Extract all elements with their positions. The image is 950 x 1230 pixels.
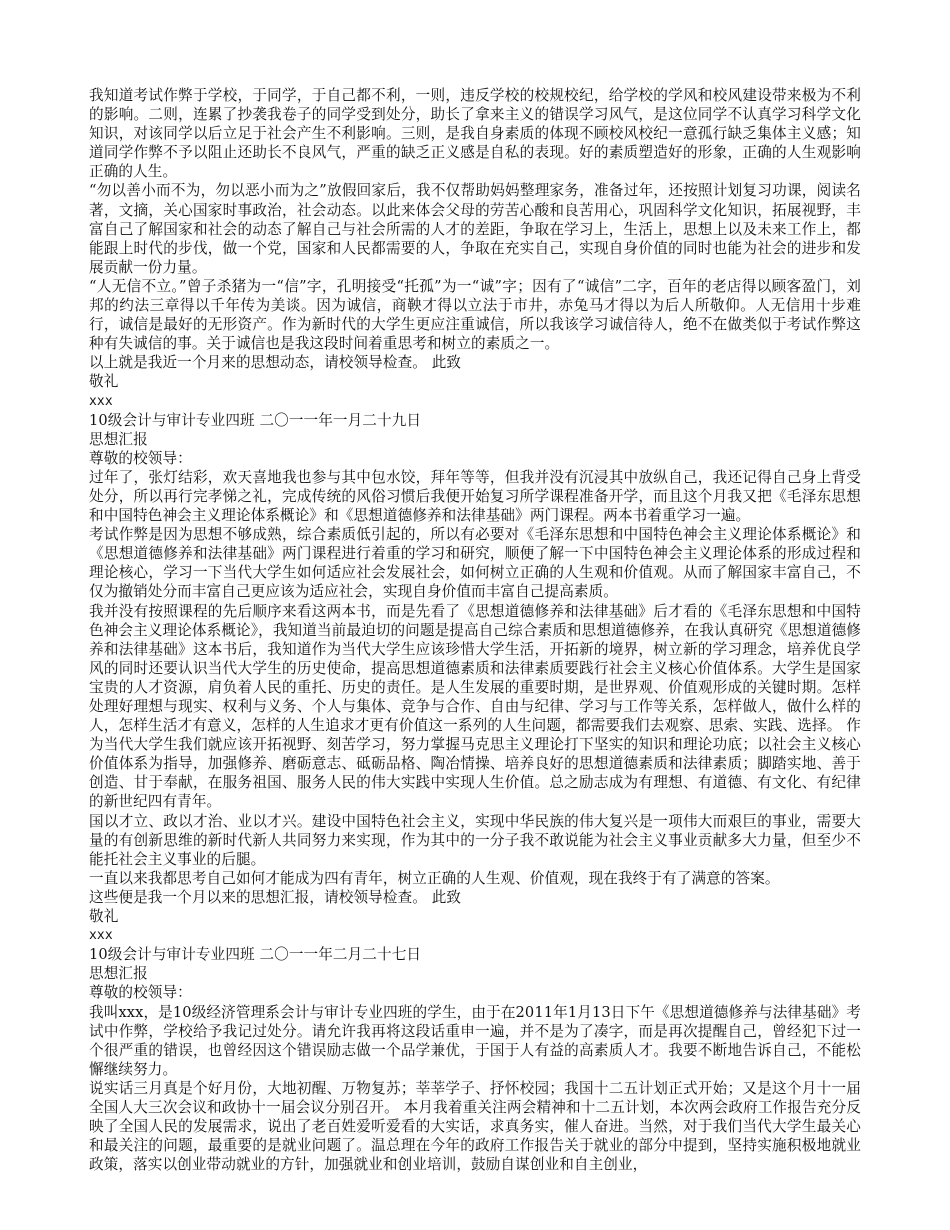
greeting: 尊敬的校领导： bbox=[89, 449, 192, 467]
salutation: 敬礼 bbox=[89, 908, 119, 926]
paragraph: 一直以来我都思考自己如何才能成为四有青年，树立正确的人生观、价值观，现在我终于有了满意的答案。 bbox=[89, 869, 780, 887]
salutation: 敬礼 bbox=[89, 373, 119, 391]
section-title: 思想汇报 bbox=[89, 965, 148, 983]
paragraph: 我知道考试作弊于学校，于同学，于自己都不利，一则，违反学校的校规校纪，给学校的学风和校风建设带来极为不利的影响。二则，连累了抄袭我卷子的同学受到处分，助长了拿来主义的错误学习风气，是这位同学不认真学习科学文化知识，对该同学以后立足于社会产生不利影响。三则，是我自身素质的体现不顾校风校纪一意孤行缺乏集体主义感；知道同学作弊不予以阻止还助长不良风气，严重的缺乏正义感是自私的表现。好的素质塑造好的形象，正确的人生观影响正确的人生。 bbox=[89, 87, 861, 181]
paragraph: “勿以善小而不为，勿以恶小而为之”放假回家后，我不仅帮助妈妈整理家务，准备过年，还按照计划复习功课，阅读名著，文摘，关心国家时事政治，社会动态。以此来体会父母的劳苦心酸和良苦用心，巩固科学文化知识，拓展视野，丰富自己了解国家和社会的动态了解自己与社会所需的人才的差距，争取在学习上，生活上，思想上以及未来工作上，都能跟上时代的步伐，做一个党，国家和人民都需要的人，争取在充实自己，实现自身价值的同时也能为社会的进步和发展贡献一份力量。 bbox=[89, 182, 861, 276]
document-body bbox=[89, 86, 861, 1174]
signature-name: xxx bbox=[89, 928, 113, 944]
paragraph: 过年了，张灯结彩，欢天喜地我也参与其中包水饺，拜年等等，但我并没有沉浸其中放纵自己，我还记得自己身上背受处分，所以再行完孝悌之礼，完成传统的风俗习惯后我便开始复习所学课程准备开学，而且这个月我又把《毛泽东思想和中国特色神会主义理论体系概论》和《思想道德修养和法律基础》两门课程。两本书着重学习一遍。 bbox=[89, 468, 861, 525]
greeting: 尊敬的校领导： bbox=[89, 984, 192, 1002]
class-and-date: 10级会计与审计专业四班 二〇一一年一月二十九日 bbox=[89, 411, 422, 429]
closing-line: 以上就是我近一个月来的思想动态，请校领导检查。 此致 bbox=[89, 354, 462, 372]
paragraph: “人无信不立。”曾子杀猪为一“信”字，孔明接受“托孤”为一“诚”字；因有了“诚信”二字，百年的老店得以顾客盈门，刘邦的约法三章得以千年传为美谈。因为诚信，商鞅才得以立法于市井，赤兔马才得以为后人所敬仰。人无信用十步难行，诚信是最好的无形资产。作为新时代的大学生更应注重诚信，所以我该学习诚信待人，绝不在做类似于考试作弊这种有失诚信的事。关于诚信也是我这段时间着重思考和树立的素质之一。 bbox=[89, 277, 861, 353]
paragraph: 考试作弊是因为思想不够成熟，综合素质低引起的，所以有必要对《毛泽东思想和中国特色神会主义理论体系概论》和《思想道德修养和法律基础》两门课程进行着重的学习和研究，顺便了解一下中国特色神会主义理论体系的形成过程和理论核心，学习一下当代大学生如何适应社会发展社会，如何树立正确的人生观和价值观。从而了解国家丰富自己，不仅为撤销处分而丰富自己更应该为适应社会，实现自身价值而丰富自己提高素质。 bbox=[89, 526, 861, 601]
paragraph: 国以才立、政以才治、业以才兴。建设中国特色社会主义，实现中华民族的伟大复兴是一项伟大而艰巨的事业，需要大量的有创新思维的新时代新人共同努力来实现，作为其中的一分子我不敢说能为社会主义事业贡献多大力量，但至少不能托社会主义事业的后腿。 bbox=[89, 812, 861, 868]
paragraph: 说实话三月真是个好月份，大地初醒、万物复苏；莘莘学子、抒怀校园；我国十二五计划正式开始；又是这个月十一届全国人大三次会议和政协十一届会议分别召开。 本月我着重关注两会精神和十二五计划，本次两会政府工作报告充分反映了全国人民的发展需求，说出了老百姓爱听爱看的大实话，求真务实，催人奋进。当然，对于我们当代大学生最关心和最关注的问题，最重要的是就业问题了。温总理在今年的政府工作报告关于就业的部分中提到，坚持实施积极地就业政策，落实以创业带动就业的方针，加强就业和创业培训，鼓励自谋创业和自主创业， bbox=[89, 1079, 861, 1174]
signature-name: xxx bbox=[89, 393, 113, 409]
closing-line: 这些便是我一个月以来的思想汇报，请校领导检查。 此致 bbox=[89, 888, 462, 906]
section-title: 思想汇报 bbox=[89, 430, 148, 448]
paragraph: 我并没有按照课程的先后顺序来看这两本书，而是先看了《思想道德修养和法律基础》后才看的《毛泽东思想和中国特色神会主义理论体系概论》，我知道当前最迫切的问题是提高自己综合素质和思想道德修养，在我认真研究《思想道德修养和法律基础》这本书后，我知道作为当代大学生应该珍惜大学生活，开拓新的境界，树立新的学习理念，培养优良学风的同时还要认识当代大学生的历史使命，提高思想道德素质和法律素质要践行社会主义核心价值体系。大学生是国家宝贵的人才资源，肩负着人民的重托、历史的责任。是人生发展的重要时期，是世界观、价值观形成的关键时期。怎样处理好理想与现实、权利与义务、个人与集体、竞争与合作、自由与纪律、学习与工作等关系，怎样做人，做什么样的人，怎样生活才有意义，怎样的人生追求才更有价值这一系列的人生问题，都需要我们去观察、思索、实践、选择。 作为当代大学生我们就应该开拓视野、刻苦学习，努力掌握马克思主义理论打下坚实的知识和理论功底；以社会主义核心价值体系为指导，加强修养、磨砺意志、砥砺品格、陶冶情操、培养良好的思想道德素质和法律素质；脚踏实地、善于创造、甘于奉献，在服务祖国、服务人民的伟大实践中实现人生价值。总之励志成为有理想、有道德、有文化、有纪律的新世纪四有青年。 bbox=[89, 602, 861, 811]
class-and-date: 10级会计与审计专业四班 二〇一一年二月二十七日 bbox=[89, 946, 422, 964]
paragraph: 我叫xxx，是10级经济管理系会计与审计专业四班的学生，由于在2011年1月13日下午《思想道德修养与法律基础》考试中作弊，学校给予我记过处分。请允许我再将这段话重申一遍，并不是为了凑字，而是再次提醒自己，曾经犯下过一个很严重的错误，也曾经因这个错误励志做一个品学兼优，于国于人有益的高素质人才。我要不断地告诉自己，不能松懈继续努力。 bbox=[89, 1003, 861, 1078]
